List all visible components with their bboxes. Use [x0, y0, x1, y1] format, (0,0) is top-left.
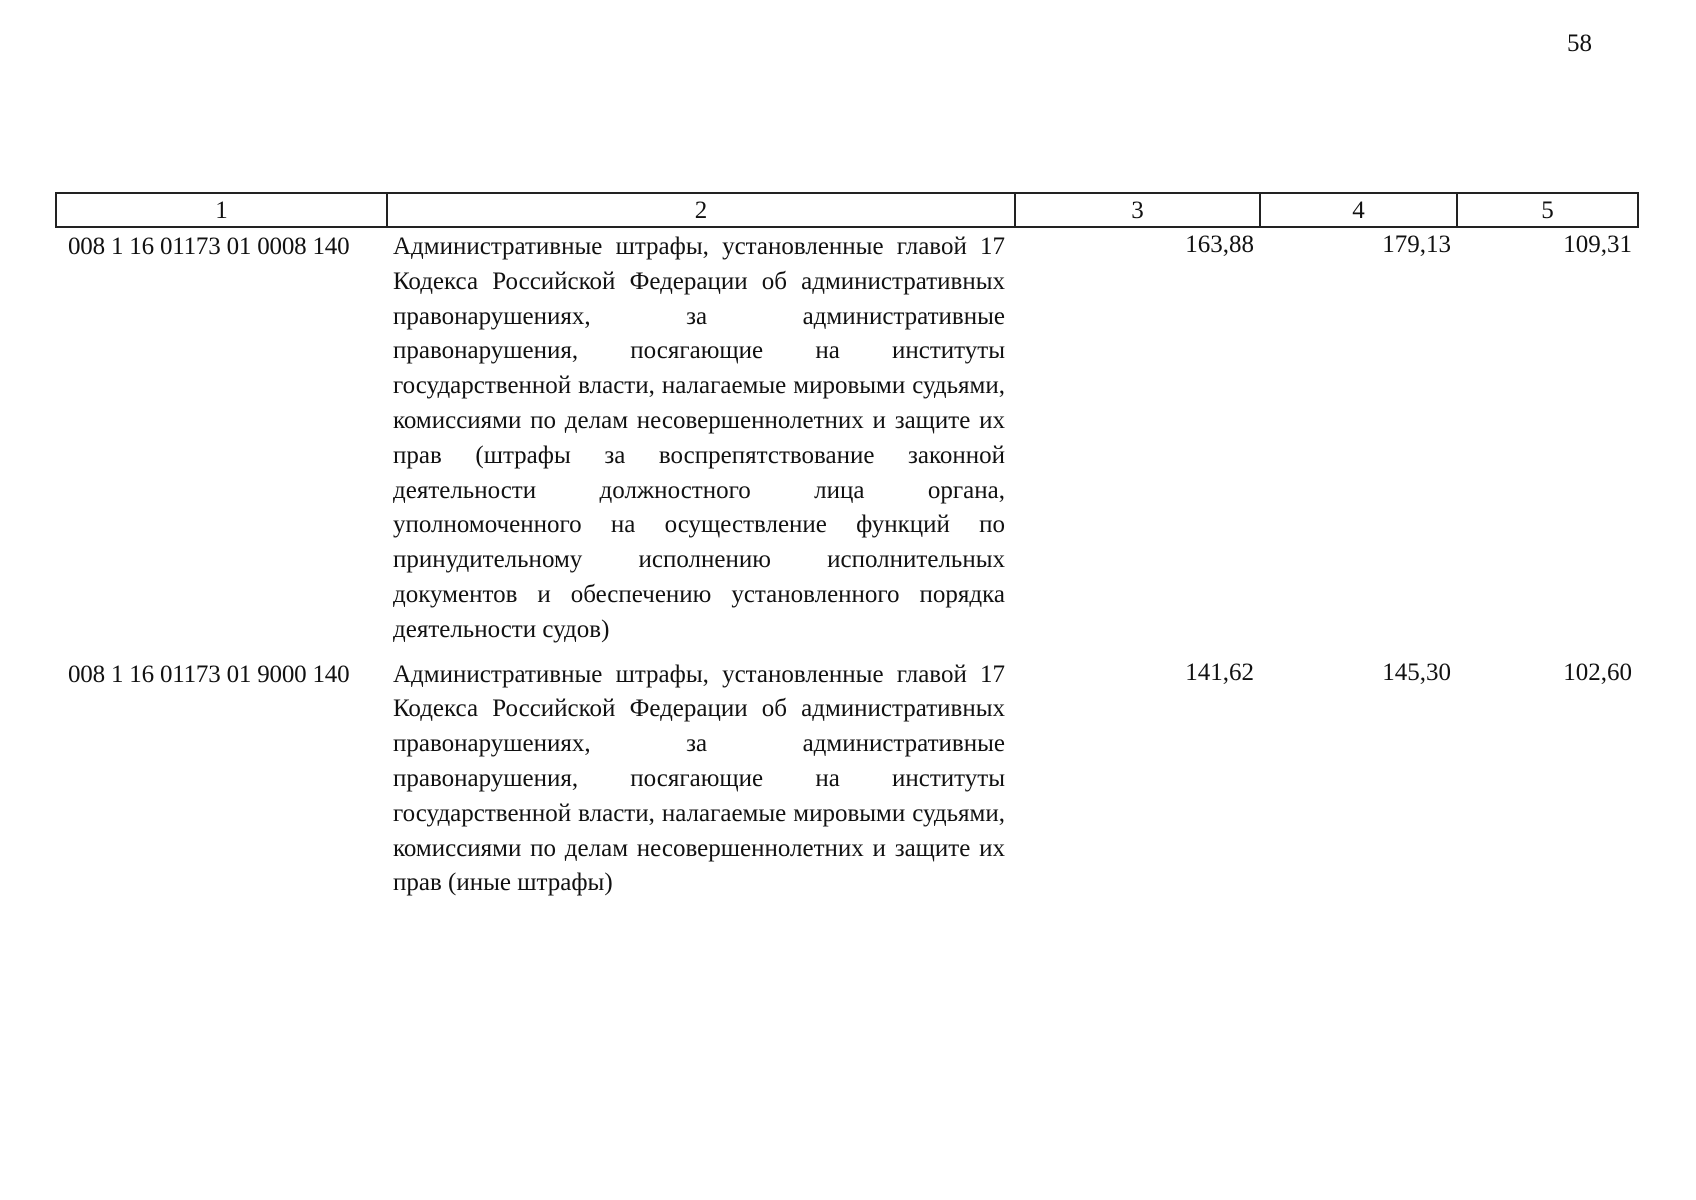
column-header-2: 2 [387, 193, 1015, 227]
value-column-3: 163,88 [1185, 231, 1254, 258]
value-column-4: 179,13 [1382, 231, 1451, 258]
income-description: Административные штрафы, установленные главой 17 Кодекса Российской Федерации об административных правонарушениях, за административные правонарушения, посягающие на институты государственной власти, налагаемые мировыми судьями, комиссиями по делам несовершеннолетних и защите их прав (штрафы за воспрепятствование законной деятельности должностного лица органа, уполномоченного на осуществление функций по принудительному исполнению исполнительных документов и обеспечению установленного порядка деятельности судов) [393, 233, 1005, 643]
column-header-5: 5 [1457, 193, 1638, 227]
budget-code: 008 1 16 01173 01 9000 140 [68, 660, 350, 688]
value-column-5: 109,31 [1563, 231, 1632, 258]
column-header-3: 3 [1015, 193, 1260, 227]
table-row [56, 648, 1638, 902]
value-column-5: 102,60 [1563, 658, 1632, 686]
value-column-4: 145,30 [1382, 658, 1451, 686]
page-number: 58 [1567, 30, 1592, 57]
income-description: Административные штрафы, установленные главой 17 Кодекса Российской Федерации об административных правонарушениях, за административные правонарушения, посягающие на институты государственной власти, налагаемые мировыми судьями, комиссиями по делам несовершеннолетних и защите их прав (иные штрафы) [393, 660, 1005, 897]
column-header-4: 4 [1260, 193, 1457, 227]
budget-table [55, 192, 1639, 901]
table-header-row [56, 193, 1638, 227]
value-column-3: 141,62 [1185, 658, 1254, 686]
table-row [56, 227, 1638, 648]
column-header-1: 1 [56, 193, 387, 227]
budget-code: 008 1 16 01173 01 0008 140 [68, 233, 350, 260]
